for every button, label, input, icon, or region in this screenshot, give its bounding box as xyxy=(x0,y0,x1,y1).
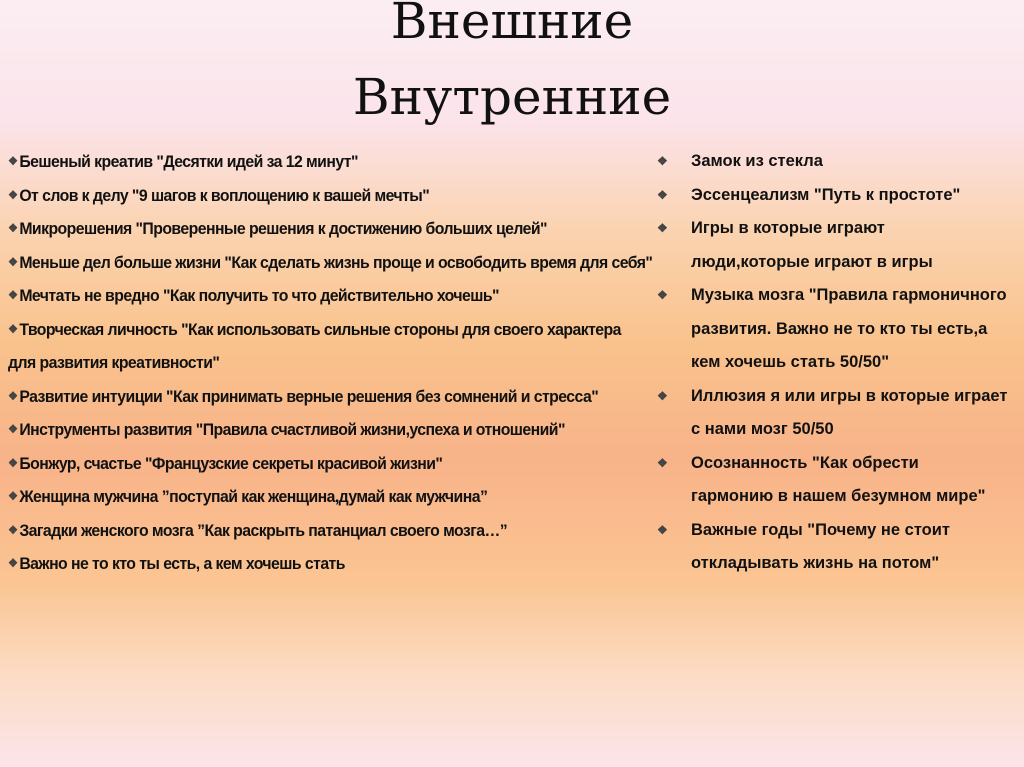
list-item: ❖ Меньше дел больше жизни "Как сделать жизнь проще и освободить время для себя" xyxy=(8,246,659,280)
slide-title-internal: Внутренние xyxy=(352,68,672,126)
diamond-bullet-icon: ❖ xyxy=(657,154,668,168)
list-item: ❖ Развитие интуиции "Как принимать верные решения без сомнений и стресса" xyxy=(8,380,668,414)
diamond-bullet-icon: ❖ xyxy=(8,455,18,470)
list-item: ❖ Музыка мозга "Правила гармоничного развития. Важно не то кто ты есть,а кем хочешь стать 50/50" xyxy=(657,279,1017,380)
diamond-bullet-icon: ❖ xyxy=(8,288,18,302)
external-books-list xyxy=(8,145,653,581)
diamond-bullet-icon: ❖ xyxy=(8,388,18,403)
list-item: ❖ Эссенцеализм "Путь к простоте" xyxy=(657,179,1017,213)
list-item: ❖ Микрорешения "Проверенные решения к достижению больших целей" xyxy=(8,212,613,246)
diamond-bullet-icon: ❖ xyxy=(657,388,668,403)
list-item: ❖ Творческая личность "Как использовать сильные стороны для своего характера для развития креативности" xyxy=(8,313,622,380)
diamond-bullet-icon: ❖ xyxy=(8,187,18,202)
list-item: ❖ Осознанность "Как обрести гармонию в нашем безумном мире" xyxy=(657,447,991,514)
diamond-bullet-icon: ❖ xyxy=(8,489,18,503)
list-item: ❖ Игры в которые играют люди,которые играют в игры xyxy=(657,212,1001,279)
diamond-bullet-icon: ❖ xyxy=(8,556,18,570)
diamond-bullet-icon: ❖ xyxy=(657,455,668,470)
list-item: ❖ Иллюзия я или игры в которые играет с нами мозг 50/50 xyxy=(657,380,1011,447)
slide-title-external: Внешние xyxy=(390,0,634,50)
diamond-bullet-icon: ❖ xyxy=(8,254,18,269)
list-item: ❖ Мечтать не вредно "Как получить то что действительно хочешь" xyxy=(8,279,640,313)
list-item: ❖ Важные годы "Почему не стоит откладывать жизнь на потом" xyxy=(657,514,1024,581)
diamond-bullet-icon: ❖ xyxy=(657,288,668,302)
diamond-bullet-icon: ❖ xyxy=(8,321,18,336)
list-item: ❖ Замок из стекла xyxy=(657,145,1017,179)
diamond-bullet-icon: ❖ xyxy=(657,221,668,235)
list-item: ❖ Инструменты развития "Правила счастливой жизни,успеха и отношений" xyxy=(8,413,613,447)
diamond-bullet-icon: ❖ xyxy=(8,522,18,537)
diamond-bullet-icon: ❖ xyxy=(8,221,18,235)
list-item: ❖ От слов к делу "9 шагов к воплощению к вашей мечты" xyxy=(8,179,640,213)
diamond-bullet-icon: ❖ xyxy=(657,522,668,537)
diamond-bullet-icon: ❖ xyxy=(657,187,668,202)
list-item: ❖ Важно не то кто ты есть, а кем хочешь стать xyxy=(8,547,640,581)
diamond-bullet-icon: ❖ xyxy=(8,154,18,168)
list-item: ❖ Женщина мужчина ”поступай как женщина,думай как мужчина” xyxy=(8,480,640,514)
diamond-bullet-icon: ❖ xyxy=(8,422,18,436)
list-item: ❖ Бешеный креатив "Десятки идей за 12 минут" xyxy=(8,145,640,179)
internal-books-list xyxy=(657,145,1017,581)
list-item: ❖ Загадки женского мозга ”Как раскрыть патанциал своего мозга…” xyxy=(8,514,640,548)
list-item: ❖ Бонжур, счастье "Французские секреты красивой жизни" xyxy=(8,447,640,481)
